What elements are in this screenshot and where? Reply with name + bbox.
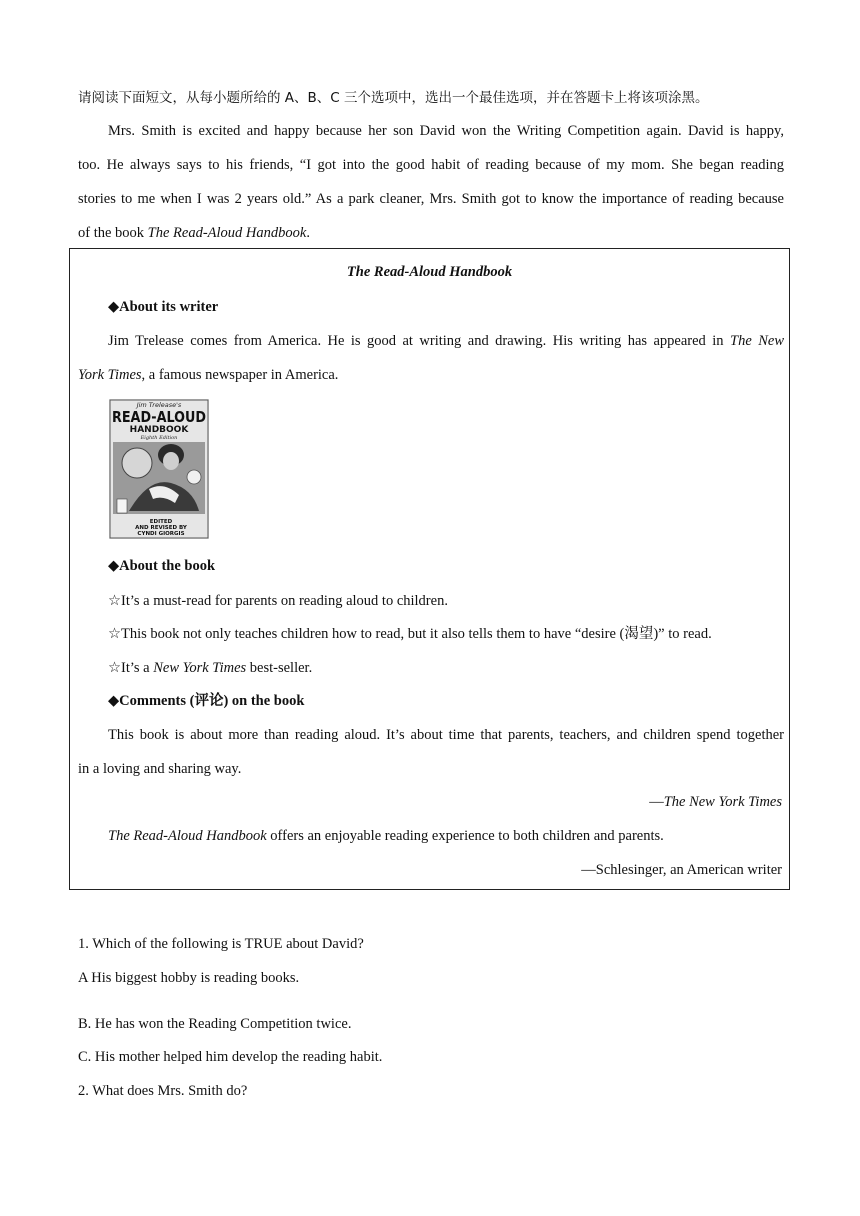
book-cover-image: [109, 399, 209, 539]
writer-text-part: Jim Trelease comes from America. He is good at writing and drawing. His writing has appeared in: [108, 333, 730, 349]
cover-bottom-line: AND REVISED BY: [135, 525, 187, 531]
comment-text: in a loving and sharing way.: [78, 761, 242, 777]
book-item: [108, 658, 784, 678]
newspaper-name: The New: [730, 333, 784, 349]
passage-line: too. He always says to his friends, “I got into the good habit of reading because of my mom. She began reading: [78, 157, 784, 173]
newspaper-name: New York Times: [153, 660, 247, 676]
cover-edition: Eighth Edition: [140, 435, 178, 441]
passage-text: of the book: [78, 225, 148, 241]
comments-heading: ◆Comments (评论) on the book: [108, 693, 305, 709]
source-dash: —: [649, 794, 664, 810]
book-item-part: best-seller.: [246, 660, 313, 676]
question-stem: 2. What does Mrs. Smith do?: [78, 1083, 248, 1099]
cover-subtitle: HANDBOOK: [129, 425, 189, 435]
option-c[interactable]: C. His mother helped him develop the reading habit.: [78, 1049, 383, 1065]
comment-source: —Schlesinger, an American writer: [581, 862, 782, 878]
book-heading: ◆About the book: [108, 558, 216, 574]
writer-text: [78, 365, 784, 385]
source-name: The New York Times: [663, 794, 782, 810]
comment-text-part: offers an enjoyable reading experience to both children and parents.: [266, 828, 664, 844]
writer-heading: ◆About its writer: [108, 299, 219, 315]
option-b[interactable]: B. He has won the Reading Competition twice.: [78, 1016, 352, 1032]
comment-text: [108, 826, 784, 846]
passage-line: stories to me when I was 2 years old.” As a park cleaner, Mrs. Smith got to know the importance of reading because: [78, 191, 784, 207]
option-a[interactable]: A His biggest hobby is reading books.: [78, 970, 300, 986]
cover-bottom-line: EDITED: [149, 519, 173, 525]
writer-text-part: , a famous newspaper in America.: [141, 367, 339, 383]
passage-line: Mrs. Smith is excited and happy because her son David won the Writing Competition again. David is happy,: [108, 123, 784, 139]
cover-bottom-line: CYNDI GIORGIS: [137, 531, 185, 537]
book-item-part: ☆It’s a: [108, 660, 154, 676]
box-title: The Read-Aloud Handbook: [346, 264, 513, 280]
book-item: ☆It’s a must-read for parents on reading aloud to children.: [108, 593, 448, 609]
writer-text: [108, 331, 784, 351]
instruction: 请阅读下面短文，从每小题所给的 A、B、C 三个选项中，选出一个最佳选项，并在答题卡上将该项涂黑。: [78, 90, 709, 106]
cover-title: READ-ALOUD: [112, 408, 206, 426]
book-item: ☆This book not only teaches children how to read, but it also tells them to have “desire (渴望)” to read.: [108, 626, 712, 642]
book-title: The Read-Aloud Handbook: [108, 828, 267, 844]
passage-text: .: [306, 225, 310, 241]
passage-line: [78, 223, 784, 243]
comment-text: This book is about more than reading aloud. It’s about time that parents, teachers, and children spend together: [108, 727, 784, 743]
question-stem: 1. Which of the following is TRUE about David?: [78, 936, 364, 952]
newspaper-name: York Times: [78, 367, 142, 383]
comment-source: [649, 792, 782, 812]
book-title: The Read-Aloud Handbook: [147, 225, 307, 241]
cover-top-text: Jim Trelease's: [136, 401, 182, 409]
